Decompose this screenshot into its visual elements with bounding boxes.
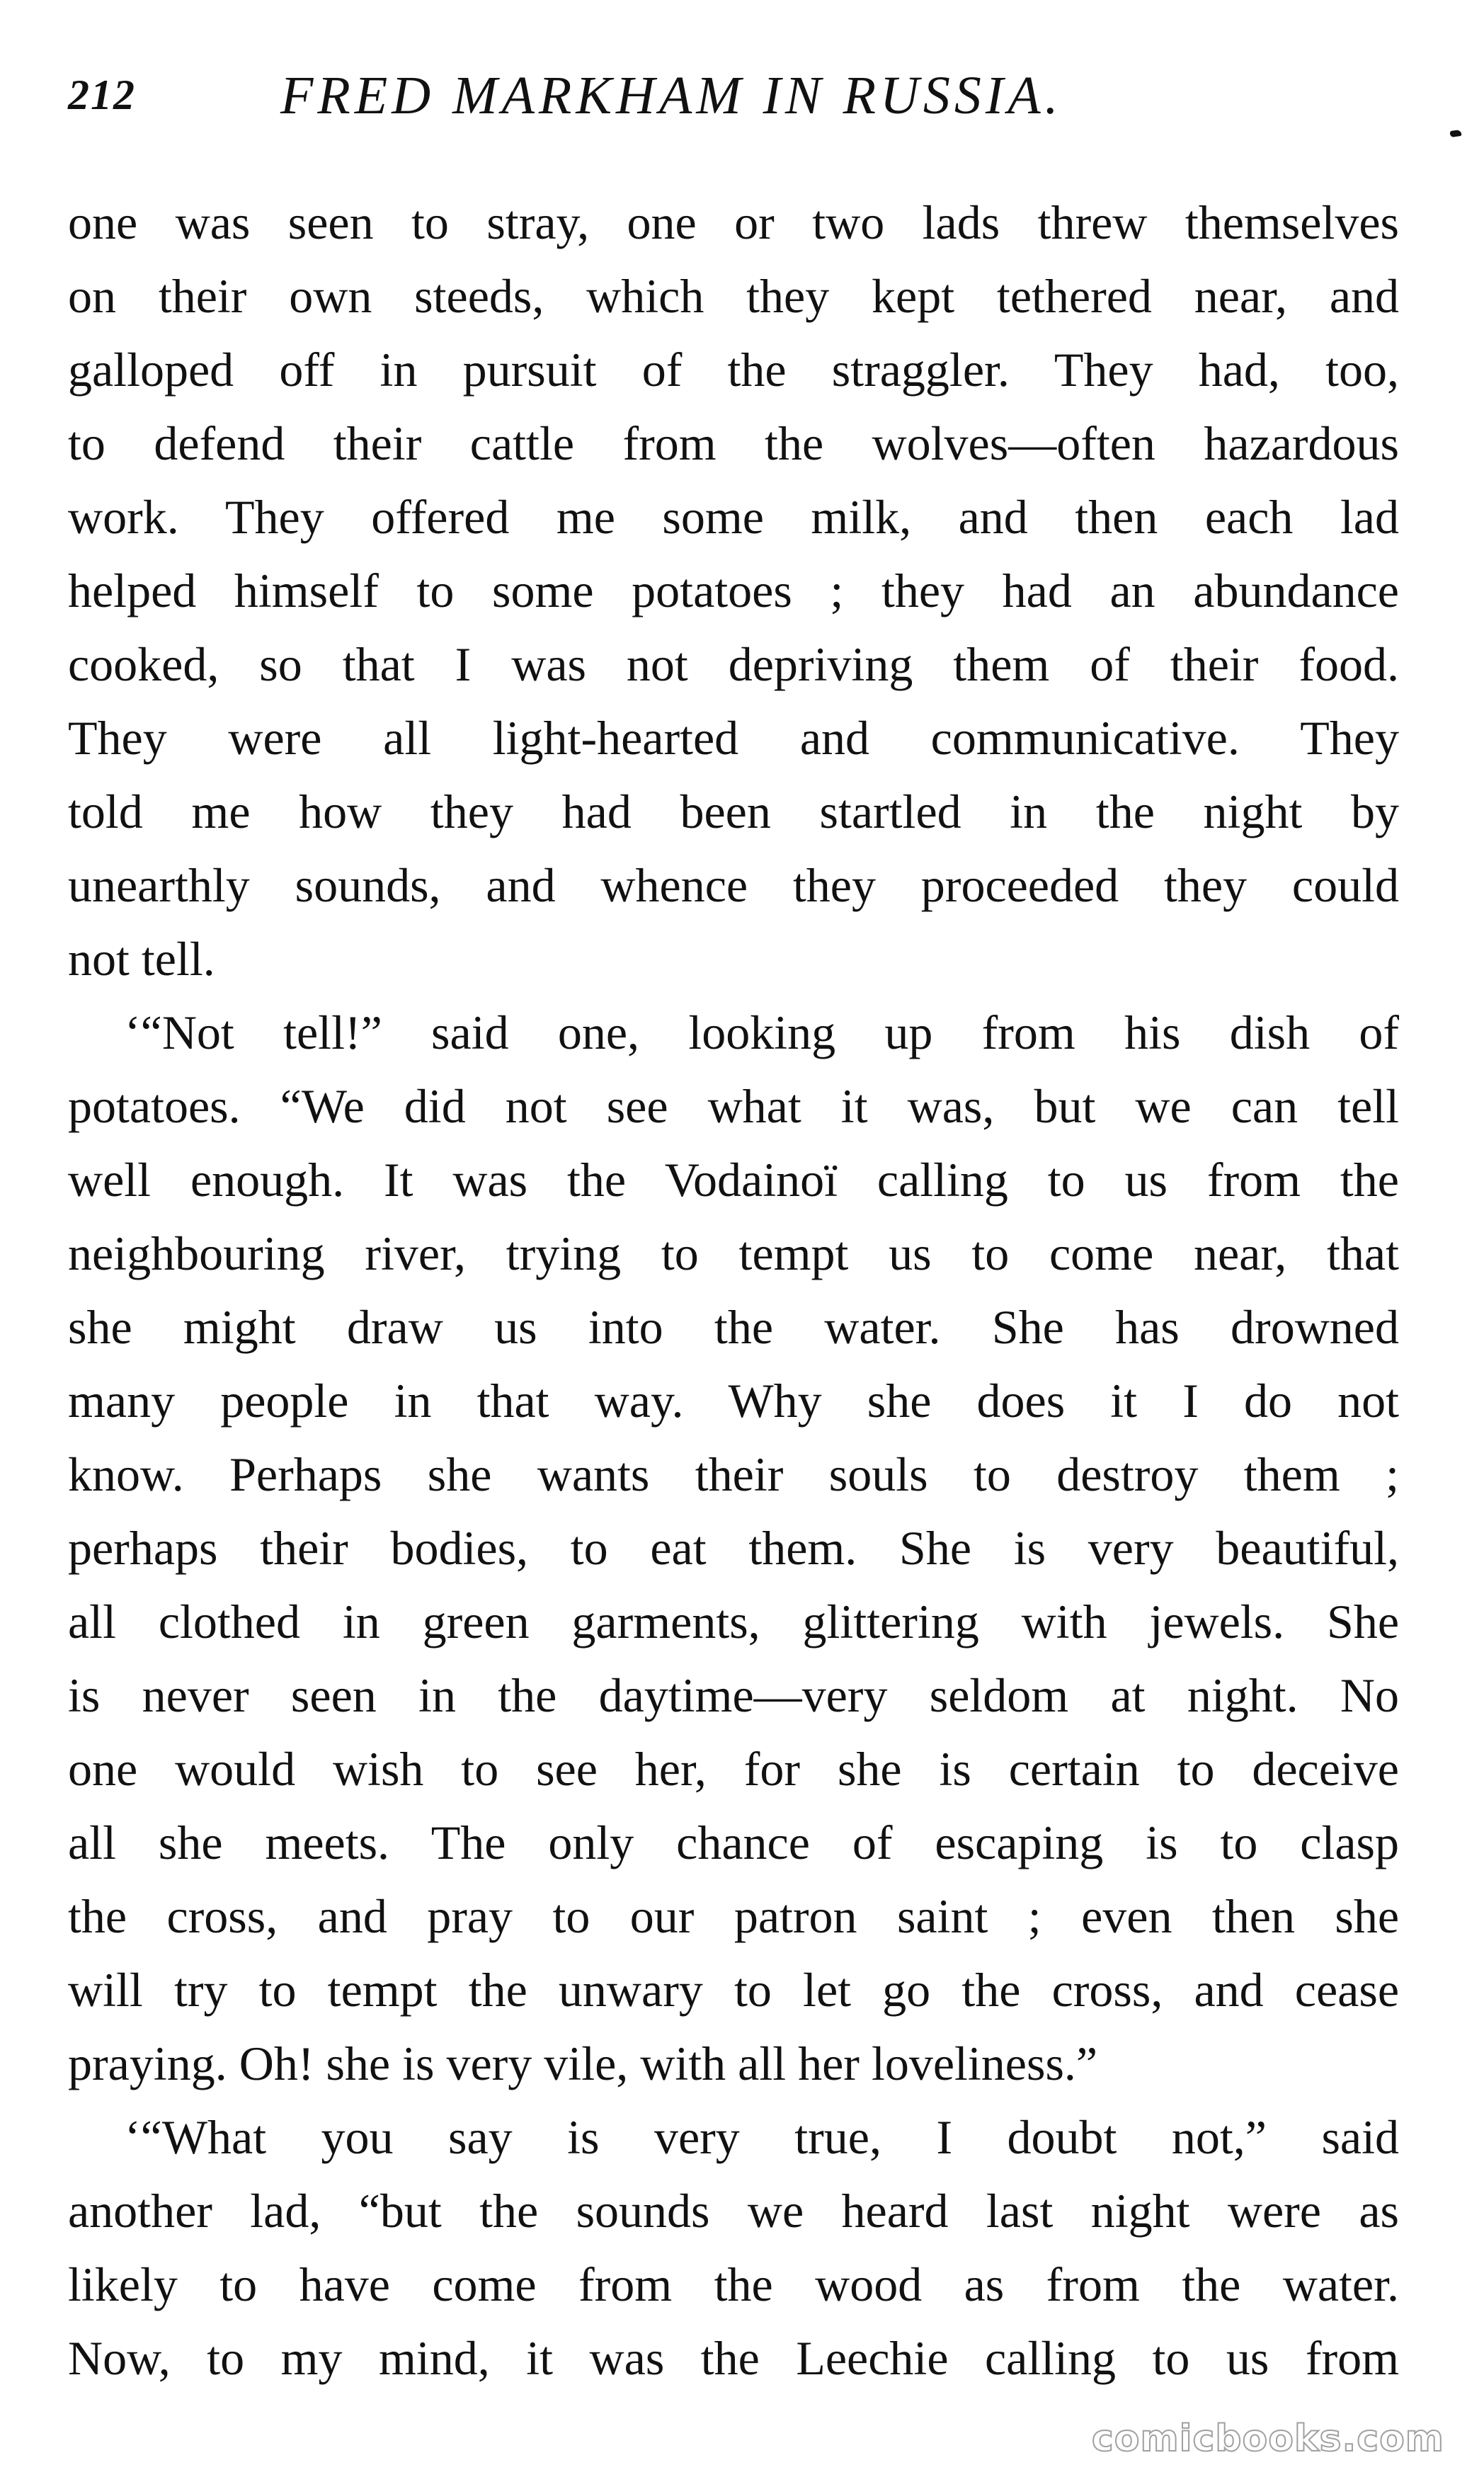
text-line: well enough. It was the Vodainoï calling to us from the xyxy=(68,1153,1399,1207)
text-line: ‘“Not tell!” said one, looking up from his dish of xyxy=(125,1006,1399,1059)
text-line: Now, to my mind, it was the Leechie calling to us from xyxy=(68,2331,1399,2385)
watermark-text: comicbooks.com xyxy=(1091,2418,1444,2460)
text-line: on their own steeds, which they kept tethered near, and xyxy=(68,269,1399,323)
text-line: another lad, “but the sounds we heard last night were as xyxy=(68,2184,1399,2238)
running-head xyxy=(68,65,1399,143)
text-line: neighbouring river, trying to tempt us to come near, that xyxy=(68,1226,1399,1280)
text-line: know. Perhaps she wants their souls to destroy them ; xyxy=(68,1447,1399,1501)
running-title: FRED MARKHAM IN RUSSIA. xyxy=(280,66,1063,125)
text-line: work. They offered me some milk, and then each lad xyxy=(68,490,1399,544)
ink-mark-icon xyxy=(1449,130,1461,137)
text-line: many people in that way. Why she does it I do not xyxy=(68,1374,1399,1428)
text-line: one would wish to see her, for she is certain to deceive xyxy=(68,1742,1399,1796)
text-line: all she meets. The only chance of escaping is to clasp xyxy=(68,1816,1399,1869)
page-number: 212 xyxy=(68,72,136,118)
text-line: is never seen in the daytime—very seldom at night. No xyxy=(68,1668,1399,1722)
text-line: perhaps their bodies, to eat them. She is very beautiful, xyxy=(68,1521,1399,1575)
text-line: potatoes. “We did not see what it was, but we can tell xyxy=(68,1079,1399,1133)
text-line: unearthly sounds, and whence they proceeded they could xyxy=(68,858,1399,912)
text-line: all clothed in green garments, glittering with jewels. She xyxy=(68,1595,1399,1649)
text-line: told me how they had been startled in the night by xyxy=(68,785,1399,838)
text-line: not tell. xyxy=(68,932,215,986)
body-text xyxy=(68,186,1399,2395)
text-line: galloped off in pursuit of the straggler. They had, too, xyxy=(68,343,1399,397)
text-line: the cross, and pray to our patron saint ; even then she xyxy=(68,1889,1399,1943)
text-line: to defend their cattle from the wolves—often hazardous xyxy=(68,416,1399,470)
text-line: ‘“What you say is very true, I doubt not,” said xyxy=(125,2110,1399,2164)
text-line: she might draw us into the water. She has drowned xyxy=(68,1300,1399,1354)
text-line: one was seen to stray, one or two lads threw themselves xyxy=(68,195,1399,249)
text-line: likely to have come from the wood as from the water. xyxy=(68,2257,1399,2311)
text-line: helped himself to some potatoes ; they had an abundance xyxy=(68,564,1399,617)
text-line: will try to tempt the unwary to let go the cross, and cease xyxy=(68,1963,1399,2017)
text-line: praying. Oh! she is very vile, with all her loveliness.” xyxy=(68,2037,1098,2090)
text-line: cooked, so that I was not depriving them of their food. xyxy=(68,637,1399,691)
text-line: They were all light-hearted and communicative. They xyxy=(68,711,1399,765)
